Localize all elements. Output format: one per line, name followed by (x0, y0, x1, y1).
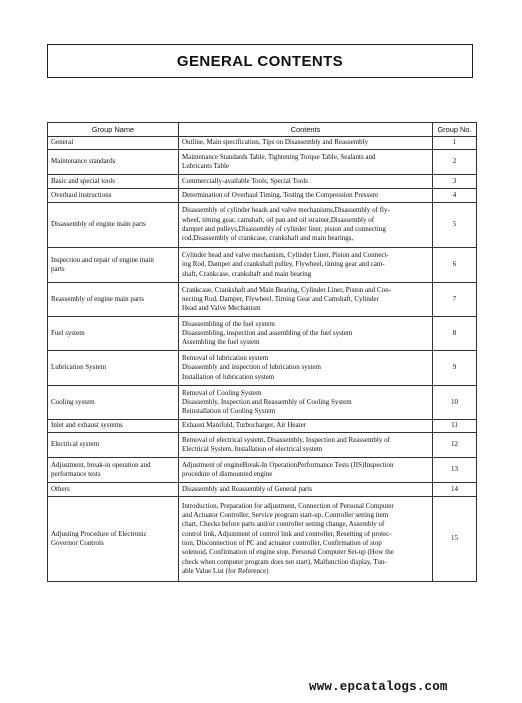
header-contents: Contents (179, 123, 433, 137)
contents-table (47, 122, 477, 582)
contents-cell: Removal of Cooling System Disassembly, Inspection and Reassembly of Cooling System Reinstallation of Cooling System (179, 386, 433, 420)
contents-cell: Exhaust Manifold, Turbocharger, Air Heater (179, 420, 433, 433)
group-no-cell: 8 (433, 317, 477, 351)
group-no-cell: 4 (433, 189, 477, 203)
group-name-cell: Overhaul instructions (48, 189, 179, 203)
group-no-cell: 9 (433, 351, 477, 386)
group-name-cell: Electrical system (48, 433, 179, 458)
group-no-cell: 1 (433, 137, 477, 150)
contents-cell: Removal of electrical system, Disassembly, Inspection and Reassembly of Electrical System, Installation of electrical system (179, 433, 433, 458)
group-no-cell: 3 (433, 175, 477, 189)
contents-cell: Disassembly and Reassembly of General parts (179, 483, 433, 497)
title-box (47, 44, 473, 78)
contents-cell: Crankcase, Crankshaft and Main Bearing, Cylinder Liner, Piston and Con- necting Rod, Damper, Flywheel, Timing Gear and Camshaft, Cylinder Head and Valve Mechanism (179, 283, 433, 317)
table-row (48, 458, 477, 483)
contents-cell: Outline, Main specification, Tips on Disassembly and Reassembly (179, 137, 433, 150)
table-row (48, 497, 477, 582)
group-name-cell: Cooling system (48, 386, 179, 420)
table-row (48, 433, 477, 458)
group-no-cell: 2 (433, 150, 477, 175)
group-no-cell: 14 (433, 483, 477, 497)
group-name-cell: Disassembly of engine main parts (48, 203, 179, 248)
contents-cell: Commercially-available Tools, Special Tools (179, 175, 433, 189)
table-row (48, 150, 477, 175)
group-name-cell: Maintenance standards (48, 150, 179, 175)
contents-cell: Disassembly of cylinder heads and valve mechanisms,Disassembly of fly- wheel, timing gear, camshaft, oil pan and oil strainer,Disassembly of damper and pulleys,Disassembly of cylinder liner, piston and connecting rod,Disassembly of crankcase, crankshaft and main bearings, (179, 203, 433, 248)
table-row (48, 420, 477, 433)
table-row (48, 317, 477, 351)
contents-cell: Adjustment of engineBreak-In OperationPerformance Tests (JIS)Inspection procedure of dismounted engine (179, 458, 433, 483)
contents-cell: Disassembling of the fuel system Disassembling, inspection and assembling of the fuel system Assembling the fuel system (179, 317, 433, 351)
table-row (48, 483, 477, 497)
group-no-cell: 10 (433, 386, 477, 420)
group-no-cell: 13 (433, 458, 477, 483)
group-name-cell: Basic and special tools (48, 175, 179, 189)
group-no-cell: 6 (433, 248, 477, 283)
group-name-cell: Fuel system (48, 317, 179, 351)
table-row (48, 248, 477, 283)
table-row (48, 283, 477, 317)
group-name-cell: Lubrication System (48, 351, 179, 386)
group-no-cell: 12 (433, 433, 477, 458)
group-no-cell: 7 (433, 283, 477, 317)
table-row (48, 203, 477, 248)
group-name-cell: Adjusting Procedure of Electronic Governor Controls (48, 497, 179, 582)
page-title: GENERAL CONTENTS (176, 52, 344, 70)
table-header-row (48, 123, 477, 137)
contents-cell: Maintenance Standards Table, Tightening Torque Table, Sealants and Lubricants Table (179, 150, 433, 175)
group-name-cell: Inlet and exhaust systems (48, 420, 179, 433)
contents-cell: Determination of Overhaul Timing, Testing the Compression Pressure (179, 189, 433, 203)
footer-url: www.epcatalogs.com (309, 680, 448, 694)
header-group-name: Group Name (48, 123, 179, 137)
contents-cell: Introduction, Preparation for adjustment, Connection of Personal Computer and Actuator Controller, Service program start-up, Controller setting item chart, Checks before parts and/or controller setting change, Assembly of control link, Adjustment of control link and controller, Resetting of protec- tion, Disconnection of PC and actuator controller, Confirmation of stop solenoid, Confirmation of engine stop, Personal Computer Set-up (How the check when computer program does not start), Malfunction display, Tun- able Value List (for Reference) (179, 497, 433, 582)
group-name-cell: General (48, 137, 179, 150)
group-name-cell: Reassembly of engine main parts (48, 283, 179, 317)
group-name-cell: Inspection and repair of engine main parts (48, 248, 179, 283)
table-row (48, 189, 477, 203)
table-row (48, 351, 477, 386)
group-name-cell: Others (48, 483, 179, 497)
table-row (48, 175, 477, 189)
header-group-no: Group No. (433, 123, 477, 137)
group-no-cell: 15 (433, 497, 477, 582)
table-row (48, 137, 477, 150)
group-no-cell: 11 (433, 420, 477, 433)
table-row (48, 386, 477, 420)
contents-cell: Removal of lubrication system Disassembly and inspection of lubrication system Installation of lubrication system (179, 351, 433, 386)
contents-cell: Cylinder head and valve mechanism, Cylinder Liner, Piston and Connect- ing Rod, Damper and crankshaft pulley, Flywheel, timing gear and cam- shaft, Crankcase, crankshaft and main bearing (179, 248, 433, 283)
group-name-cell: Adjustment, break-in operation and performance tests (48, 458, 179, 483)
group-no-cell: 5 (433, 203, 477, 248)
